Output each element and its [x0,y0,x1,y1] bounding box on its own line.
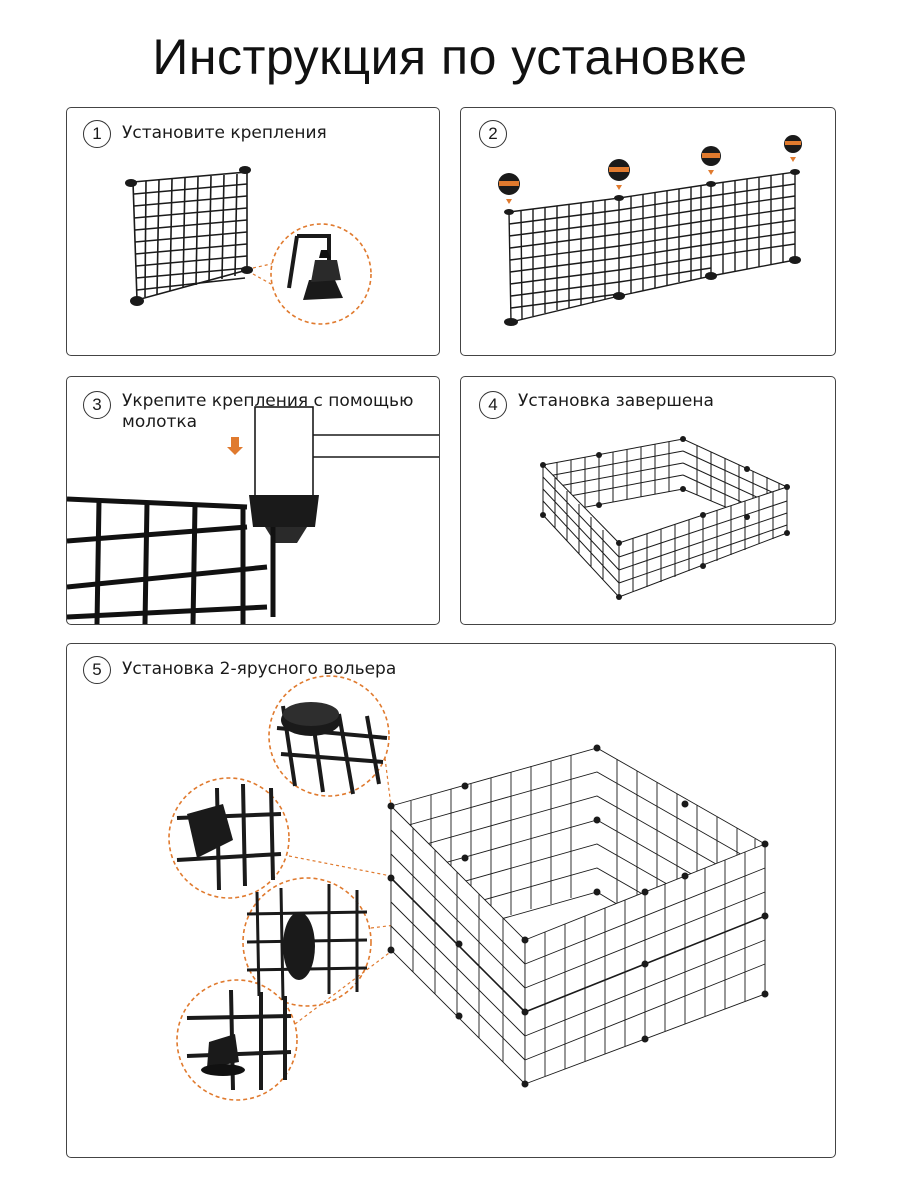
fastener-closeup [249,495,319,543]
step-5-panel [66,643,836,1158]
two-tier-enclosure [391,748,765,1084]
step-2-illustration [461,108,835,355]
down-arrows [506,157,796,204]
page-title: Инструкция по установке [152,29,748,85]
step-1-number: 1 [83,120,111,148]
step-5-label: Установка 2-ярусного вольера [122,659,397,679]
top-clips-orange [498,135,802,195]
step-4-panel [460,376,836,625]
down-arrow [227,437,243,455]
step-3-number: 3 [83,391,111,419]
step-4-number: 4 [479,391,507,419]
step-2-panel [460,107,836,356]
three-wire-panels [509,172,795,322]
step-1-panel [66,107,440,356]
wire-cage-section [67,499,273,624]
step-1-label: Установите крепления [122,123,327,143]
completed-enclosure [543,439,787,597]
step-2-number: 2 [479,120,507,148]
step-3-panel [66,376,440,625]
step-4-illustration [461,377,835,624]
step-4-label: Установка завершена [518,391,714,411]
wire-grid-panel [133,172,247,300]
zoom-circles [169,676,389,1100]
step-3-label: Укрепите крепления с помощью молотка [122,391,414,432]
step-5-number: 5 [83,656,111,684]
step-1-illustration [67,108,439,355]
step-5-illustration [67,644,835,1157]
